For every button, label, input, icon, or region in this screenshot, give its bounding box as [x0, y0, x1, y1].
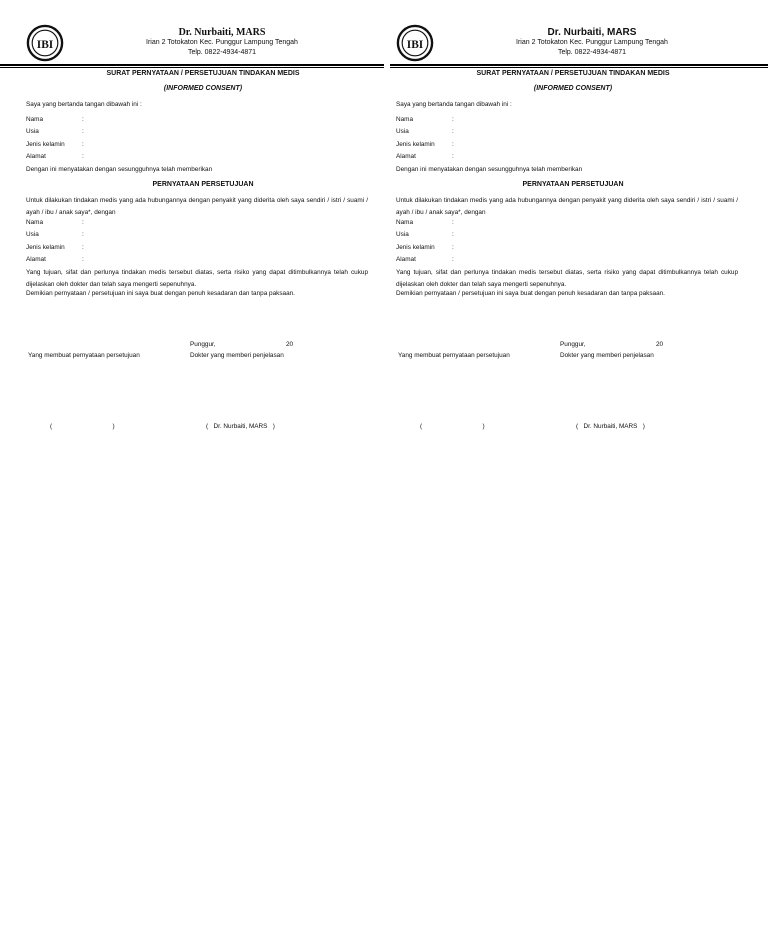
clinic-address: Irian 2 Totokaton Kec. Punggur Lampung Tengah [516, 39, 668, 46]
field-nama: Nama : [26, 116, 84, 123]
ibi-logo-icon [396, 24, 434, 62]
field-nama-2: Nama : [396, 219, 454, 226]
year-label: 20 [656, 341, 664, 348]
statement-text: Dengan ini menyatakan dengan sesungguhnya telah memberikan [26, 166, 213, 173]
intro-text: Saya yang bertanda tangan dibawah ini : [26, 101, 142, 108]
clinic-address: Irian 2 Totokaton Kec. Punggur Lampung Tengah [146, 39, 298, 46]
field-usia: Usia : [26, 128, 84, 135]
field-usia-2: Usia : [26, 231, 84, 238]
svg-text:IBI: IBI [406, 38, 424, 51]
field-jenis-kelamin-2: Jenis kelamin : [26, 244, 84, 251]
consent-form-left [22, 0, 384, 460]
place-label: Punggur, [190, 341, 216, 348]
place-label: Punggur, [560, 341, 586, 348]
section-title: PERNYATAAN PERSETUJUAN [522, 181, 624, 188]
consent-paragraph: Untuk dilakukan tindakan medis yang ada hubungannya dengan penyakit yang diderita oleh saya sendiri / istri / suami / ayah / ibu / anak saya*, dengan [396, 197, 738, 216]
explanation-paragraph: Yang tujuan, sifat dan perlunya tindakan medis tersebut diatas, serta risiko yang dapat ditimbulkannya telah cukup dijelaskan oleh dokter dan telah saya mengerti sepenuhnya. [26, 269, 368, 288]
intro-text: Saya yang bertanda tangan dibawah ini : [396, 101, 512, 108]
svg-text:IBI: IBI [36, 38, 54, 51]
statement-text: Dengan ini menyatakan dengan sesungguhnya telah memberikan [396, 166, 583, 173]
field-jenis-kelamin: Jenis kelamin : [396, 141, 454, 148]
ibi-logo-icon [26, 24, 64, 62]
closing-text: Demikian pernyataan / persetujuan ini saya buat dengan penuh kesadaran dan tanpa paksaan. [26, 290, 295, 297]
left-signature-blank: ( ) [420, 423, 485, 430]
consent-form-right [392, 0, 754, 460]
doctor-signature: ( Dr. Nurbaiti, MARS ) [576, 423, 645, 430]
consent-paragraph: Untuk dilakukan tindakan medis yang ada hubungannya dengan penyakit yang diderita oleh saya sendiri / istri / suami / ayah / ibu / anak saya*, dengan [26, 197, 368, 216]
clinic-phone: Telp. 0822-4934-4871 [557, 49, 627, 56]
left-signer-label: Yang membuat pernyataan persetujuan [398, 352, 510, 359]
doctor-name: Dr. Nurbaiti, MARS [547, 27, 637, 38]
field-alamat-2: Alamat : [396, 256, 454, 263]
right-signer-label: Dokter yang memberi penjelasan [190, 352, 284, 359]
year-label: 20 [286, 341, 294, 348]
right-signer-label: Dokter yang memberi penjelasan [560, 352, 654, 359]
header-rule [390, 64, 768, 68]
explanation-paragraph: Yang tujuan, sifat dan perlunya tindakan medis tersebut diatas, serta risiko yang dapat ditimbulkannya telah cukup dijelaskan oleh dokter dan telah saya mengerti sepenuhnya. [396, 269, 738, 288]
doctor-signature: ( Dr. Nurbaiti, MARS ) [206, 423, 275, 430]
closing-text: Demikian pernyataan / persetujuan ini saya buat dengan penuh kesadaran dan tanpa paksaan. [396, 290, 665, 297]
field-alamat: Alamat : [26, 153, 84, 160]
form-title: SURAT PERNYATAAN / PERSETUJUAN TINDAKAN MEDIS [106, 70, 300, 77]
field-usia-2: Usia : [396, 231, 454, 238]
field-jenis-kelamin: Jenis kelamin : [26, 141, 84, 148]
field-jenis-kelamin-2: Jenis kelamin : [396, 244, 454, 251]
form-title: SURAT PERNYATAAN / PERSETUJUAN TINDAKAN MEDIS [476, 70, 670, 77]
form-subtitle: (INFORMED CONSENT) [533, 85, 613, 92]
field-nama: Nama : [396, 116, 454, 123]
clinic-phone: Telp. 0822-4934-4871 [187, 49, 257, 56]
form-subtitle: (INFORMED CONSENT) [163, 85, 243, 92]
field-nama-2: Nama : [26, 219, 84, 226]
header-rule [0, 64, 384, 68]
field-alamat-2: Alamat : [26, 256, 84, 263]
field-usia: Usia : [396, 128, 454, 135]
field-alamat: Alamat : [396, 153, 454, 160]
left-signer-label: Yang membuat pernyataan persetujuan [28, 352, 140, 359]
doctor-name: Dr. Nurbaiti, MARS [178, 27, 266, 38]
section-title: PERNYATAAN PERSETUJUAN [152, 181, 254, 188]
left-signature-blank: ( ) [50, 423, 115, 430]
